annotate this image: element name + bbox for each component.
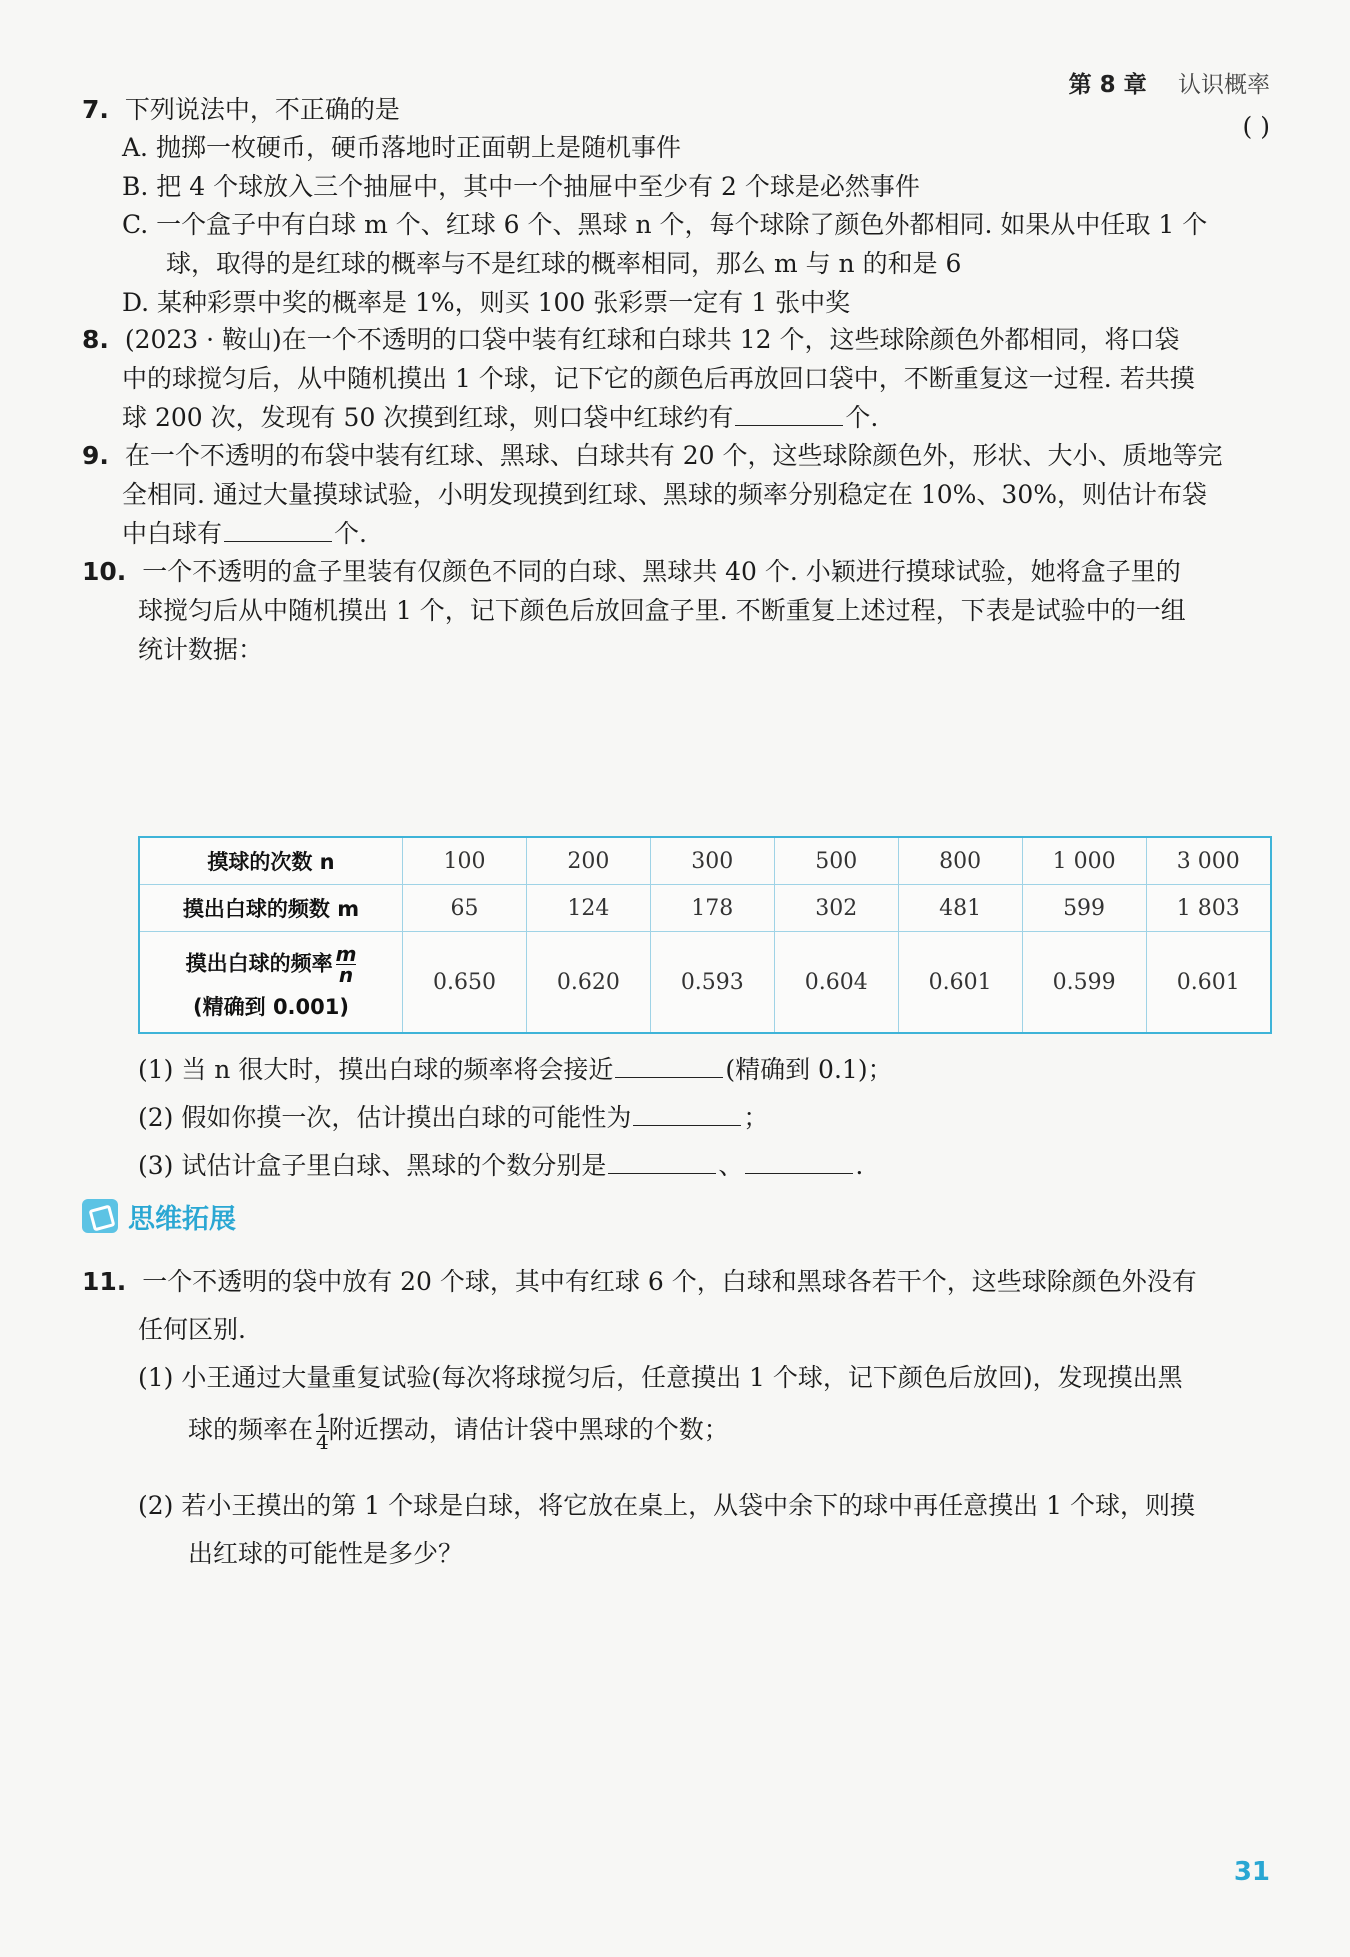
q10-sub1-blank[interactable] (615, 1057, 723, 1078)
q10-sub3-end: . (855, 1151, 864, 1180)
q11-number: 11. (82, 1267, 127, 1296)
table-cell: 500 (774, 837, 898, 885)
table-cell: 124 (526, 885, 650, 932)
q9-text-1: 在一个不透明的布袋中装有红球、黑球、白球共有 20 个，这些球除颜色外，形状、大小、质地等完 (124, 441, 1223, 470)
q11-sub1-text: 球的频率在 (188, 1415, 314, 1444)
chapter-topic: 认识概率 (1178, 72, 1270, 98)
table-cell: 65 (403, 885, 527, 932)
q11-sub1-line1: (1) 小王通过大量重复试验(每次将球搅匀后，任意摸出 1 个球，记下颜色后放回)，发现摸出黑 (138, 1363, 1183, 1392)
q8-text-3: 球 200 次，发现有 50 次摸到红球，则口袋中红球约有 (122, 403, 734, 432)
q10-sub2 (138, 1098, 768, 1134)
table-row-header (139, 932, 403, 1034)
precision-note: (精确到 0.001) (193, 994, 349, 1019)
q8-number: 8. (82, 325, 109, 354)
q9-text-3b: 个. (334, 519, 367, 548)
q8-line1 (82, 320, 1180, 356)
q8-blank[interactable] (735, 405, 843, 426)
q8-text-3b: 个. (845, 403, 879, 432)
q11-text-1: 一个不透明的袋中放有 20 个球，其中有红球 6 个，白球和黑球各若干个，这些球除颜色外没有 (142, 1267, 1197, 1296)
fraction-denominator: 4 (316, 1430, 329, 1454)
q7-option-d: D. 某种彩票中奖的概率是 1%，则买 100 张彩票一定有 1 张中奖 (122, 288, 851, 317)
q10-sub2-tail: ； (743, 1103, 769, 1132)
q10-line2: 球搅匀后从中随机摸出 1 个，记下颜色后放回盒子里. 不断重复上述过程，下表是试验中的一组 (138, 596, 1186, 625)
table-cell: 481 (898, 885, 1022, 932)
edit-note-icon (82, 1199, 118, 1233)
table-cell: 0.599 (1022, 932, 1146, 1034)
q10-number: 10. (82, 557, 127, 586)
q11-sub2-line1: (2) 若小王摸出的第 1 个球是白球，将它放在桌上，从袋中余下的球中再任意摸出 1 个球，则摸 (138, 1491, 1195, 1520)
q7-option-b: B. 把 4 个球放入三个抽屉中，其中一个抽屉中至少有 2 个球是必然事件 (122, 172, 920, 201)
q8-line2: 中的球搅匀后，从中随机摸出 1 个球，记下它的颜色后再放回口袋中，不断重复这一过程. 若共摸 (122, 364, 1195, 393)
q11-sub2-line2: 出红球的可能性是多少？ (188, 1539, 464, 1568)
section-title: 思维拓展 (128, 1204, 236, 1235)
q9-text-3: 中白球有 (122, 519, 223, 548)
q10-sub3 (138, 1146, 863, 1182)
fraction-one-quarter (316, 1411, 329, 1452)
table-row-header: 摸球的次数 n (139, 837, 403, 885)
table-cell: 1 803 (1146, 885, 1271, 932)
q8-text-1: (2023 · 鞍山)在一个不透明的口袋中装有红球和白球共 12 个，这些球除颜色外都相同，将口袋 (124, 325, 1180, 354)
q10-line1 (82, 552, 1181, 588)
table-cell: 100 (403, 837, 527, 885)
table-cell: 0.620 (526, 932, 650, 1034)
q10-sub1-text: (1) 当 n 很大时，摸出白球的频率将会接近 (138, 1055, 614, 1084)
page-header (1069, 66, 1270, 99)
q10-sub3-sep: 、 (718, 1151, 744, 1180)
q11-line1 (82, 1262, 1197, 1298)
q7-option-c-line1: C. 一个盒子中有白球 m 个、红球 6 个、黑球 n 个，每个球除了颜色外都相同. 如果从中任取 1 个 (122, 210, 1208, 239)
table-cell: 3 000 (1146, 837, 1271, 885)
table-cell: 178 (650, 885, 774, 932)
q9-line2: 全相同. 通过大量摸球试验，小明发现摸到红球、黑球的频率分别稳定在 10%、30%，则估计布袋 (122, 480, 1207, 509)
fraction-denominator: n (338, 962, 354, 987)
q11-sub1-line2 (188, 1410, 729, 1452)
table-row-header: 摸出白球的频数 m (139, 885, 403, 932)
frequency-label: 摸出白球的频率 (185, 951, 333, 975)
q10-sub3-blank-1[interactable] (608, 1153, 716, 1174)
table-cell: 800 (898, 837, 1022, 885)
q9-blank[interactable] (224, 521, 332, 542)
q7-option-a: A. 抛掷一枚硬币，硬币落地时正面朝上是随机事件 (122, 133, 681, 162)
q10-text-1: 一个不透明的盒子里装有仅颜色不同的白球、黑球共 40 个. 小颖进行摸球试验，她将盒子里的 (142, 557, 1181, 586)
table-cell: 200 (526, 837, 650, 885)
table-cell: 0.593 (650, 932, 774, 1034)
table-cell: 599 (1022, 885, 1146, 932)
q10-line3: 统计数据： (138, 635, 264, 664)
table-row (139, 837, 1271, 885)
q10-sub1-tail: (精确到 0.1)； (725, 1055, 893, 1084)
q10-sub1 (138, 1050, 893, 1086)
q7-option-c-line2: 球，取得的是红球的概率与不是红球的概率相同，那么 m 与 n 的和是 6 (166, 249, 962, 278)
q11-sub1-tail: 附近摆动，请估计袋中黑球的个数； (328, 1415, 729, 1444)
frequency-table (138, 836, 1272, 1034)
q7-text: 下列说法中，不正确的是 (124, 95, 400, 124)
q7-answer-paren: ( ) (1242, 112, 1270, 141)
q9-number: 9. (82, 441, 109, 470)
table-cell: 0.650 (403, 932, 527, 1034)
q8-line3 (122, 398, 878, 434)
section-heading (82, 1195, 322, 1239)
q7-stem (82, 90, 400, 126)
q10-sub2-text: (2) 假如你摸一次，估计摸出白球的可能性为 (138, 1103, 632, 1132)
q11-line2: 任何区别. (138, 1315, 246, 1344)
page-number: 31 (1233, 1857, 1270, 1887)
fraction-numerator: 1 (316, 1409, 329, 1433)
q9-line3 (122, 514, 367, 550)
table-cell: 302 (774, 885, 898, 932)
q10-sub2-blank[interactable] (633, 1105, 741, 1126)
table-cell: 0.604 (774, 932, 898, 1034)
table-row (139, 932, 1271, 1034)
table-cell: 300 (650, 837, 774, 885)
table-cell: 0.601 (1146, 932, 1271, 1034)
q7-number: 7. (82, 95, 109, 124)
table-cell: 0.601 (898, 932, 1022, 1034)
q10-sub3-text: (3) 试估计盒子里白球、黑球的个数分别是 (138, 1151, 607, 1180)
table-cell: 1 000 (1022, 837, 1146, 885)
fraction-numerator: m (335, 941, 357, 966)
q9-line1 (82, 436, 1223, 472)
fraction-m-over-n (335, 941, 357, 987)
chapter-label: 第 8 章 (1068, 72, 1147, 98)
q10-sub3-blank-2[interactable] (745, 1153, 853, 1174)
table-row (139, 885, 1271, 932)
